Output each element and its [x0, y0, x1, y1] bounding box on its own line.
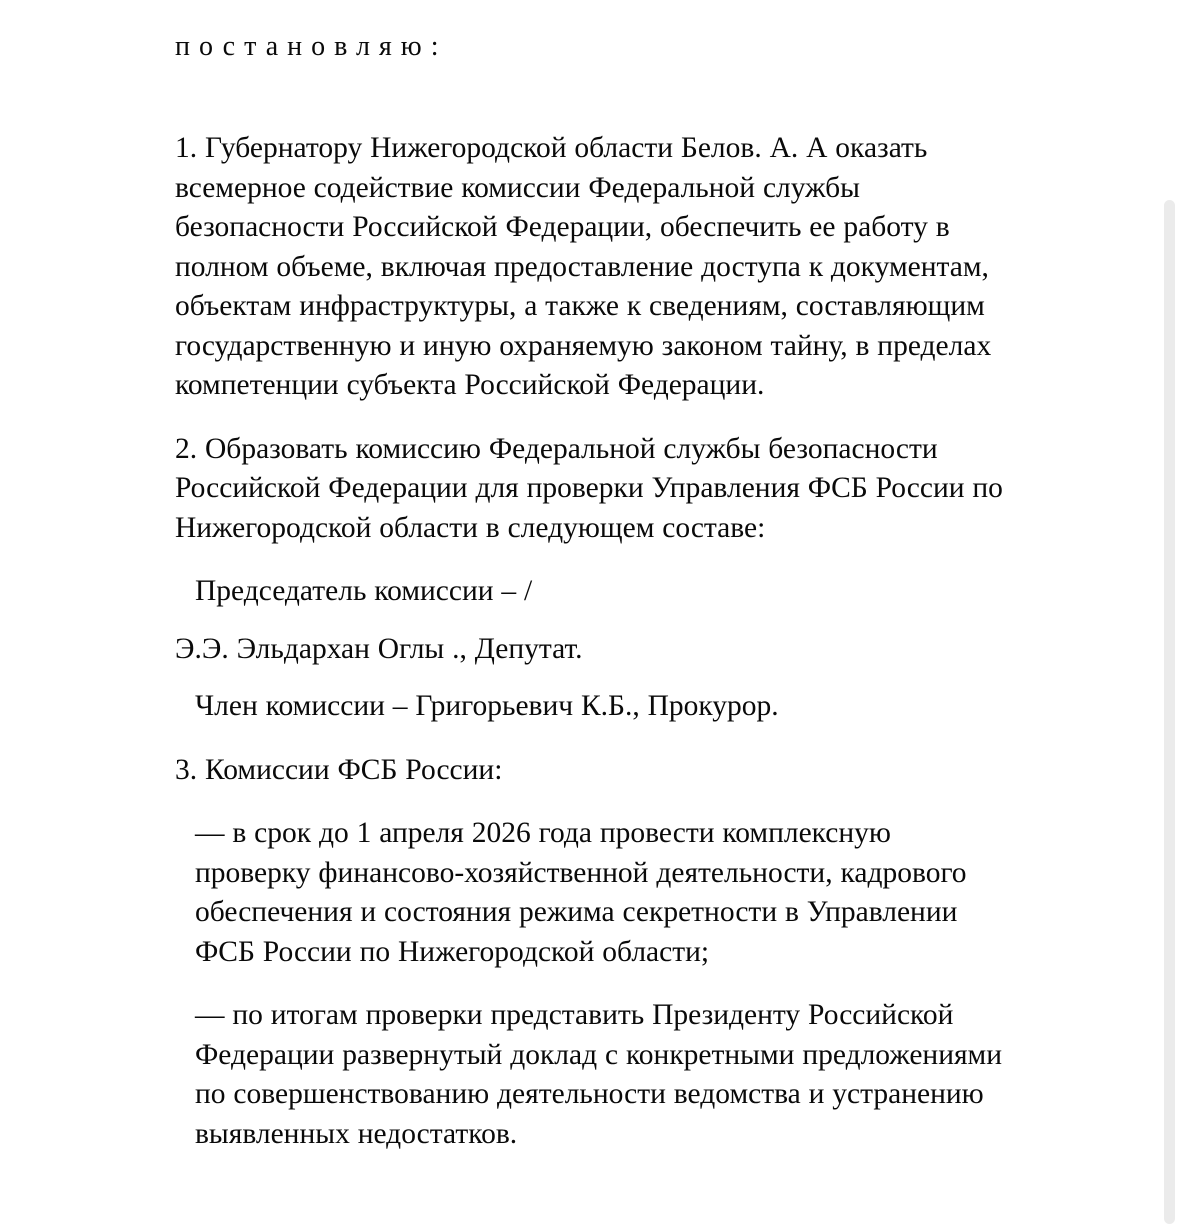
clause-3-item-1: — в срок до 1 апреля 2026 года провести комплексную проверку финансово-хозяйственной деятельности, кадрового обеспечения и состояния режима секретности в Управлении ФСБ России по Нижегородской области; — [195, 817, 967, 968]
scrollbar-thumb[interactable] — [1164, 200, 1175, 1224]
spacer-clause-3-item-2 — [175, 972, 1010, 996]
scrollbar-track[interactable] — [1157, 0, 1179, 1224]
decree-heading: постановляю: — [175, 31, 448, 62]
clause-3-item-2: — по итогам проверки представить Президенту Российской Федерации развернутый доклад с конкретными предложениями по совершенствованию деятельности ведомства и устранению выявленных недостатков. — [195, 999, 1003, 1150]
spacer-chairman — [175, 612, 1010, 630]
spacer-before-clause-3 — [175, 727, 1010, 751]
spacer-clause-2-chairman — [175, 548, 1010, 572]
clause-1-paragraph: 1. Губернатору Нижегородской области Белов. А. А оказать всемерное содействие комиссии Федеральной службы безопасности Российской Федерации, обеспечить ее работу в полном объеме, включая предоставление доступа к документам, объектам инфраструктуры, а также к сведениям, составляющим государственную и иную охраняемую законом тайну, в пределах компетенции субъекта Российской Федерации. — [175, 132, 992, 401]
clause-2-paragraph: 2. Образовать комиссию Федеральной службы безопасности Российской Федерации для проверки Управления ФСБ России по Нижегородской области в следующем составе: — [175, 432, 1003, 544]
spacer-clause-3-item-1 — [175, 790, 1010, 814]
spacer-member — [175, 669, 1010, 687]
member-line: Член комиссии – Григорьевич К.Б., Прокурор. — [195, 690, 779, 722]
spacer-after-heading — [175, 67, 1010, 129]
spacer-clause-1-2 — [175, 406, 1010, 430]
clause-3-paragraph: 3. Комиссии ФСБ России: — [175, 753, 503, 786]
document-text-column — [175, 0, 1010, 1154]
chairman-label-line: Председатель комиссии – / — [195, 575, 533, 607]
chairman-name-line: Э.Э. Эльдархан Оглы ., Депутат. — [175, 632, 583, 665]
